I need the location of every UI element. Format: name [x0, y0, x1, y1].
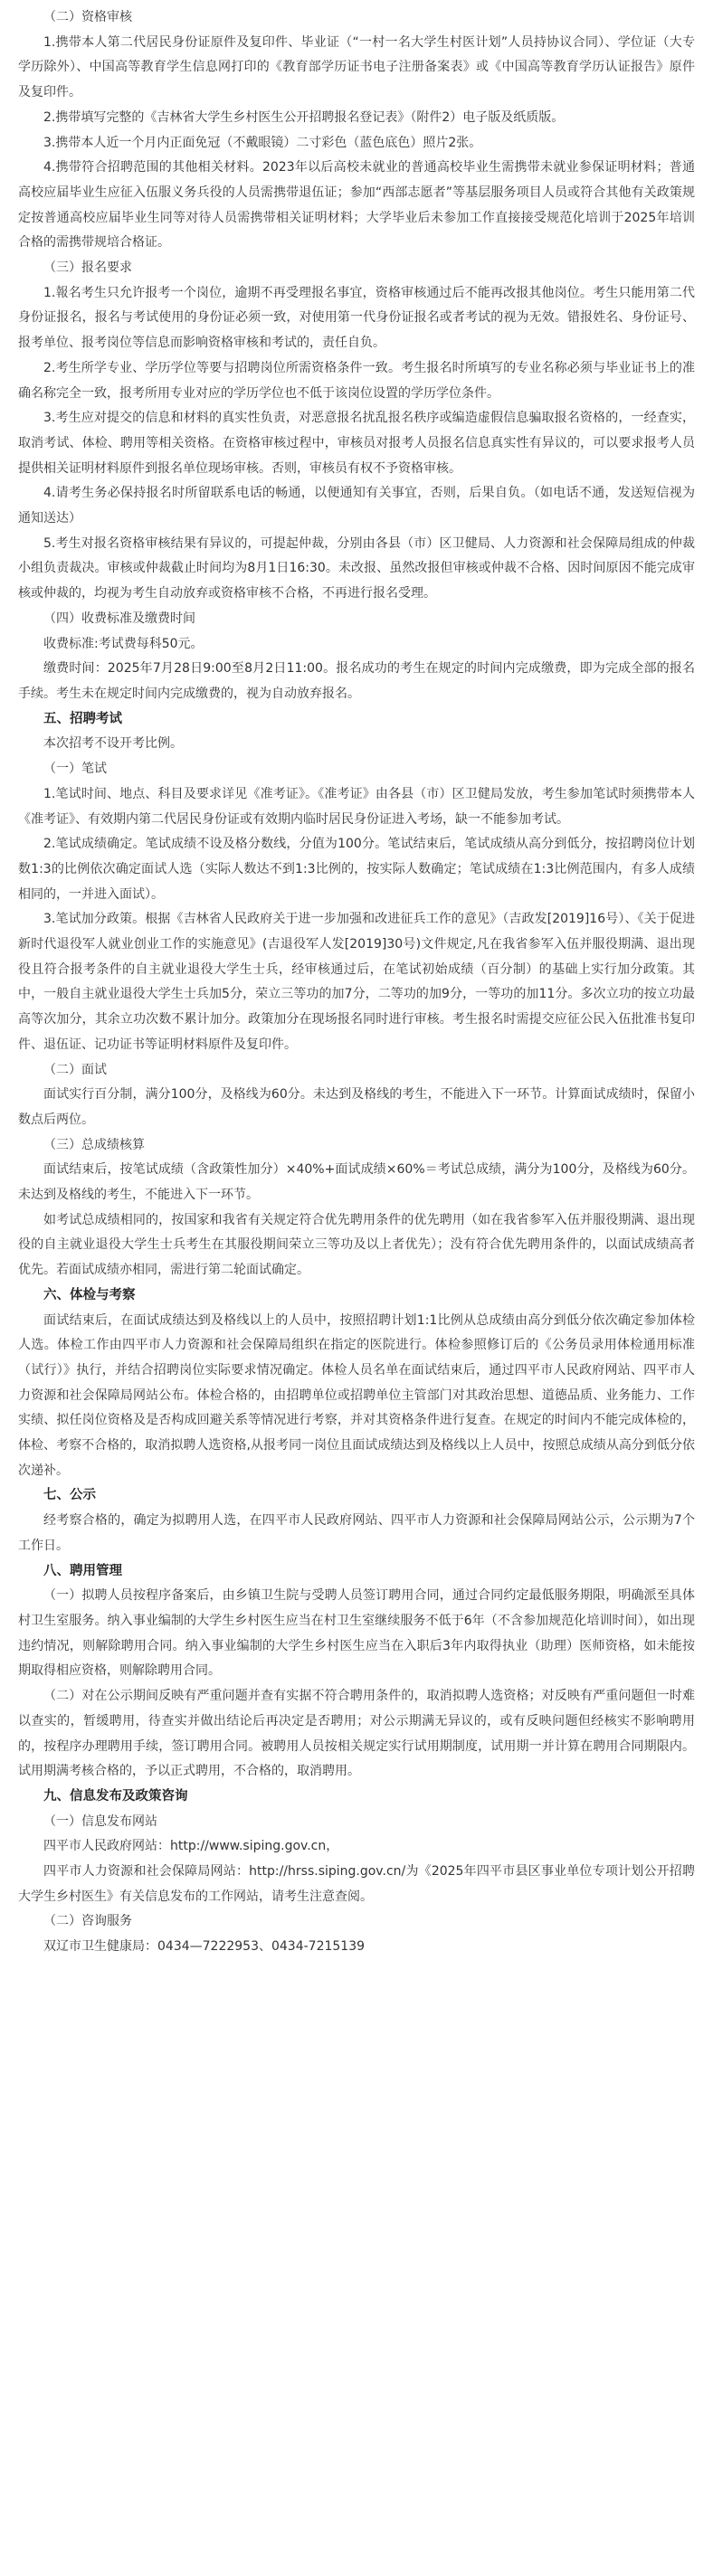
paragraph: 四平市人力资源和社会保障局网站：http://hrss.siping.gov.cn/为《2025年四平市县区事业单位专项计划公开招聘大学生乡村医生》有关信息发布的工作网站，请考生注意查阅。 — [18, 1864, 695, 1904]
section-heading: 六、体检与考察 — [43, 1287, 136, 1302]
paragraph: 收费标准:考试费每科50元。 — [43, 636, 204, 651]
paragraph: 2.携带填写完整的《吉林省大学生乡村医生公开招聘报名登记表》（附件2）电子版及纸质版。 — [43, 109, 565, 125]
paragraph: （四）收费标准及缴费时间 — [43, 611, 195, 626]
paragraph: 如考试总成绩相同的，按国家和我省有关规定符合优先聘用条件的优先聘用（如在我省参军入伍并服役期满、退出现役的自主就业退役大学生士兵考生在其服役期间荣立三等功及以上者优先）；没有符合优先聘用条件的，以面试成绩高者优先。若面试成绩亦相同，需进行第二轮面试确定。 — [18, 1212, 695, 1278]
section-heading: 八、聘用管理 — [43, 1563, 122, 1578]
paragraph: 1.笔试时间、地点、科目及要求详见《准考证》。《准考证》由各县（市）区卫健局发放，考生参加笔试时须携带本人《准考证》、有效期内第二代居民身份证或有效期内临时居民身份证进入考场，缺一不能参加考试。 — [18, 786, 695, 827]
paragraph: （一）拟聘人员按程序备案后，由乡镇卫生院与受聘人员签订聘用合同，通过合同约定最低服务期限，明确派至具体村卫生室服务。纳入事业编制的大学生乡村医生应当在村卫生室继续服务不低于6年（不含参加规范化培训时间），如出现违约情况，则解除聘用合同。纳入事业编制的大学生乡村医生应当在入职后3年内取得执业（助理）医师资格，如未能按期取得相应资格，则解除聘用合同。 — [18, 1588, 695, 1679]
paragraph: （二）面试 — [43, 1062, 107, 1077]
paragraph: 2.考生所学专业、学历学位等要与招聘岗位所需资格条件一致。考生报名时所填写的专业名称必须与毕业证书上的准确名称完全一致，报考所用专业对应的学历学位也不低于该岗位设置的学历学位条件。 — [18, 360, 695, 401]
paragraph: （一）笔试 — [43, 762, 107, 777]
paragraph: 3.笔试加分政策。根据《吉林省人民政府关于进一步加强和改进征兵工作的意见》（吉政发[2019]16号）、《关于促进新时代退役军人就业创业工作的实施意见》(吉退役军人发[2019]30号)文件规定,凡在我省参军入伍并服役期满、退出现役且符合报考条件的自主就业退役大学生士兵，经审核通过后，在笔试初始成绩（百分制）的基础上实行加分政策。其中，一般自主就业退役大学生士兵加5分，荣立三等功的加7分，二等功的加9分，一等功的加11分。多次立功的按立功最高等次加分，其余立功次数不累计加分。政策加分在现场报名同时进行审核。考生报名时需提交应征公民入伍批准书复印件、退伍证、记功证书等证明材料原件及复印件。 — [18, 912, 695, 1052]
paragraph: 1.携带本人第二代居民身份证原件及复印件、毕业证（“一村一名大学生村医计划”人员持协议合同）、学位证（大专学历除外）、中国高等教育学生信息网打印的《教育部学历证书电子注册备案表》或《中国高等教育学历认证报告》原件及复印件。 — [18, 34, 695, 100]
paragraph: （二）对在公示期间反映有严重问题并查有实据不符合聘用条件的，取消拟聘人选资格；对反映有严重问题但一时难以查实的，暂缓聘用，待查实并做出结论后再决定是否聘用；对公示期满无异议的，或有反映问题但经核实不影响聘用的，按程序办理聘用手续，签订聘用合同。被聘用人员按相关规定实行试用期制度，试用期一并计算在聘用合同期限内。试用期满考核合格的，予以正式聘用，不合格的，取消聘用。 — [18, 1689, 695, 1779]
paragraph: 缴费时间：2025年7月28日9:00至8月2日11:00。报名成功的考生在规定的时间内完成缴费，即为完成全部的报名手续。考生未在规定时间内完成缴费的，视为自动放弃报名。 — [18, 661, 695, 701]
section-heading: 七、公示 — [43, 1488, 96, 1503]
paragraph: （二）咨询服务 — [43, 1914, 132, 1929]
paragraph: 四平市人民政府网站：http://www.siping.gov.cn， — [43, 1839, 339, 1854]
paragraph: 双辽市卫生健康局：0434—7222953、0434-7215139 — [43, 1939, 366, 1955]
paragraph: （一）信息发布网站 — [43, 1814, 157, 1829]
paragraph: 5.考生对报名资格审核结果有异议的，可提起仲裁，分别由各县（市）区卫健局、人力资源和社会保障局组成的仲裁小组负责裁决。审核或仲裁截止时间均为8月1日16:30。未改报、虽然改报但审核或仲裁不合格、因时间原因不能完成审核或仲裁的，均视为考生自动放弃或资格审核不合格，不再进行报名受理。 — [18, 535, 695, 601]
paragraph: 4.携带符合招聘范围的其他相关材料。2023年以后高校未就业的普通高校毕业生需携带未就业参保证明材料；普通高校应届毕业生应征入伍服义务兵役的人员需携带退伍证；参加“西部志愿者”等基层服务项目人员或符合其他有关政策规定按普通高校应届毕业生同等对待人员需携带相关证明材料；大学毕业后未参加工作直接接受规范化培训于2025年培训合格的需携带规培合格证。 — [18, 160, 695, 251]
paragraph: 经考察合格的，确定为拟聘用人选，在四平市人民政府网站、四平市人力资源和社会保障局网站公示，公示期为7个工作日。 — [18, 1513, 695, 1553]
section-heading: 九、信息发布及政策咨询 — [43, 1788, 188, 1804]
paragraph: 3.考生应对提交的信息和材料的真实性负责，对恶意报名扰乱报名秩序或编造虚假信息骗取报名资格的，一经查实，取消考试、体检、聘用等相关资格。在资格审核过程中，审核员对报考人员报名信息真实性有异议的，可以要求报考人员提供相关证明材料原件到报名单位现场审核。否则，审核员有权不予资格审核。 — [18, 411, 695, 476]
paragraph: 面试结束后，按笔试成绩（含政策性加分）×40%+面试成绩×60%＝考试总成绩，满分为100分，及格线为60分。未达到及格线的考生，不能进入下一环节。 — [18, 1162, 695, 1203]
paragraph: 面试实行百分制，满分100分，及格线为60分。未达到及格线的考生，不能进入下一环节。计算面试成绩时，保留小数点后两位。 — [18, 1087, 695, 1127]
paragraph: 3.携带本人近一个月内正面免冠（不戴眼镜）二寸彩色（蓝色底色）照片2张。 — [43, 135, 482, 150]
paragraph: （三）总成绩核算 — [43, 1137, 145, 1152]
section-heading: 五、招聘考试 — [43, 711, 122, 726]
paragraph: 面试结束后，在面试成绩达到及格线以上的人员中，按照招聘计划1:1比例从总成绩由高分到低分依次确定参加体检人选。体检工作由四平市人力资源和社会保障局组织在指定的医院进行。体检参照修订后的《公务员录用体检通用标准（试行）》执行，并结合招聘岗位实际要求情况确定。体检人员名单在面试结束后，通过四平市人民政府网站、四平市人力资源和社会保障局网站公布。体检合格的，由招聘单位或招聘单位主管部门对其政治思想、道德品质、业务能力、工作实绩、拟任岗位资格及是否构成回避关系等情况进行考察，并对其资格条件进行复查。在规定的时间内不能完成体检的，体检、考察不合格的，取消拟聘人选资格,从报考同一岗位且面试成绩达到及格线以上人员中，按照总成绩从高分到低分依次递补。 — [18, 1312, 695, 1478]
paragraph: （二）资格审核 — [43, 10, 132, 24]
paragraph: 本次招考不设开考比例。 — [43, 736, 183, 752]
paragraph: 1.報名考生只允许报考一个岗位，逾期不再受理报名事宜，资格审核通过后不能再改报其他岗位。考生只能用第二代身份证报名，报名与考试使用的身份证必须一致，对使用第一代身份证报名或者考试的视为无效。错报姓名、身份证号、报考单位、报考岗位等信息而影响资格审核和考试的，责任自负。 — [18, 285, 695, 351]
paragraph: 4.请考生务必保持报名时所留联系电话的畅通，以便通知有关事宜，否则，后果自负。（如电话不通，发送短信视为通知送达） — [18, 486, 695, 526]
paragraph: （三）报名要求 — [43, 260, 132, 276]
paragraph: 2.笔试成绩确定。笔试成绩不设及格分数线，分值为100分。笔试结束后，笔试成绩从高分到低分，按招聘岗位计划数1:3的比例依次确定面试人选（实际人数达不到1:3比例的，按实际人数确定；笔试成绩在1:3比例范围内，有多人成绩相同的，一并进入面试）。 — [18, 837, 695, 902]
